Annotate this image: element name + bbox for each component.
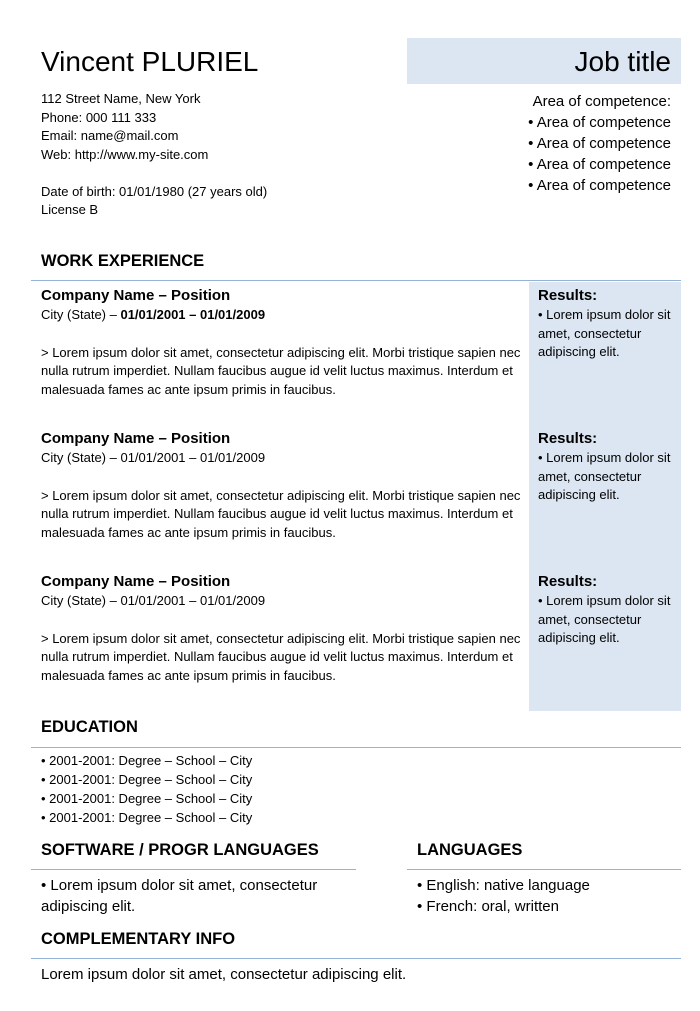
license: License B [41, 202, 99, 217]
education-item: • 2001-2001: Degree – School – City [41, 772, 253, 787]
job-description: > Lorem ipsum dolor sit amet, consectetur adipiscing elit. Morbi tristique sapien nec nulla rutrum imperdiet. Nullam faucibus augue id velit luctus maximus. Interdum et malesuada fames ac ante ipsum primis in faucibus. [41, 487, 521, 540]
job-dates: 01/01/2001 – 01/01/2009 [120, 450, 266, 465]
education-item: • 2001-2001: Degree – School – City [41, 791, 253, 806]
job-location-dates [41, 449, 521, 468]
job-dates: 01/01/2001 – 01/01/2009 [120, 593, 266, 608]
job-city: City (State) – [41, 450, 121, 465]
languages-list [417, 875, 590, 917]
results-text: • Lorem ipsum dolor sit amet, consectetur adipiscing elit. [538, 307, 671, 359]
results-text: • Lorem ipsum dolor sit amet, consectetur adipiscing elit. [538, 450, 671, 502]
job-city: City (State) – [41, 593, 121, 608]
job-entry [31, 282, 681, 425]
address: 112 Street Name, New York [41, 91, 201, 106]
competence-item: • Area of competence [528, 114, 671, 131]
results-panel [529, 282, 681, 425]
complementary-heading: COMPLEMENTARY INFO [41, 930, 236, 948]
job-city: City (State) – [41, 307, 121, 322]
website: Web: http://www.my-site.com [41, 146, 209, 162]
competence-title: Area of competence: [532, 93, 671, 110]
section-divider [31, 869, 356, 870]
section-divider [31, 747, 681, 748]
software-text: • Lorem ipsum dolor sit amet, consectetur adipiscing elit. [41, 877, 318, 915]
results-panel [529, 568, 681, 711]
job-location-dates [41, 592, 521, 611]
job-title-banner [407, 38, 681, 84]
software-heading: SOFTWARE / PROGR LANGUAGES [41, 841, 319, 859]
language-item: • English: native language [417, 877, 590, 894]
education-heading: EDUCATION [41, 718, 138, 736]
job-description: > Lorem ipsum dolor sit amet, consectetur adipiscing elit. Morbi tristique sapien nec nulla rutrum imperdiet. Nullam faucibus augue id velit luctus maximus. Interdum et malesuada fames ac ante ipsum primis in faucibus. [41, 630, 521, 683]
job-location-dates [41, 306, 521, 325]
results-title: Results: [538, 287, 598, 304]
date-of-birth: Date of birth: 01/01/1980 (27 years old) [41, 183, 268, 199]
results-title: Results: [538, 573, 598, 590]
job-dates: 01/01/2001 – 01/01/2009 [120, 307, 266, 322]
section-divider [407, 869, 681, 870]
job-description: > Lorem ipsum dolor sit amet, consectetur adipiscing elit. Morbi tristique sapien nec nulla rutrum imperdiet. Nullam faucibus augue id velit luctus maximus. Interdum et malesuada fames ac ante ipsum primis in faucibus. [41, 344, 521, 397]
job-title: Job title [574, 46, 671, 77]
phone: Phone: 000 111 333 [41, 109, 157, 125]
competence-item: • Area of competence [528, 156, 671, 173]
job-entry [31, 568, 681, 711]
education-list [41, 751, 252, 827]
language-item: • French: oral, written [417, 898, 559, 915]
education-item: • 2001-2001: Degree – School – City [41, 753, 253, 768]
contact-block [41, 90, 267, 220]
competence-item: • Area of competence [528, 135, 671, 152]
education-item: • 2001-2001: Degree – School – City [41, 810, 253, 825]
candidate-name: Vincent PLURIEL [41, 46, 259, 77]
work-experience-heading: WORK EXPERIENCE [41, 252, 205, 270]
competence-item: • Area of competence [528, 177, 671, 194]
results-panel [529, 425, 681, 568]
competence-list [528, 91, 671, 196]
languages-heading: LANGUAGES [417, 841, 523, 859]
section-divider [31, 958, 681, 959]
results-title: Results: [538, 430, 598, 447]
email: Email: name@mail.com [41, 128, 179, 143]
complementary-text: Lorem ipsum dolor sit amet, consectetur adipiscing elit. [41, 966, 407, 983]
job-entry [31, 425, 681, 568]
company-position: Company Name – Position [41, 573, 231, 590]
company-position: Company Name – Position [41, 430, 231, 447]
section-divider [31, 280, 681, 281]
company-position: Company Name – Position [41, 287, 231, 304]
results-text: • Lorem ipsum dolor sit amet, consectetur adipiscing elit. [538, 593, 671, 645]
